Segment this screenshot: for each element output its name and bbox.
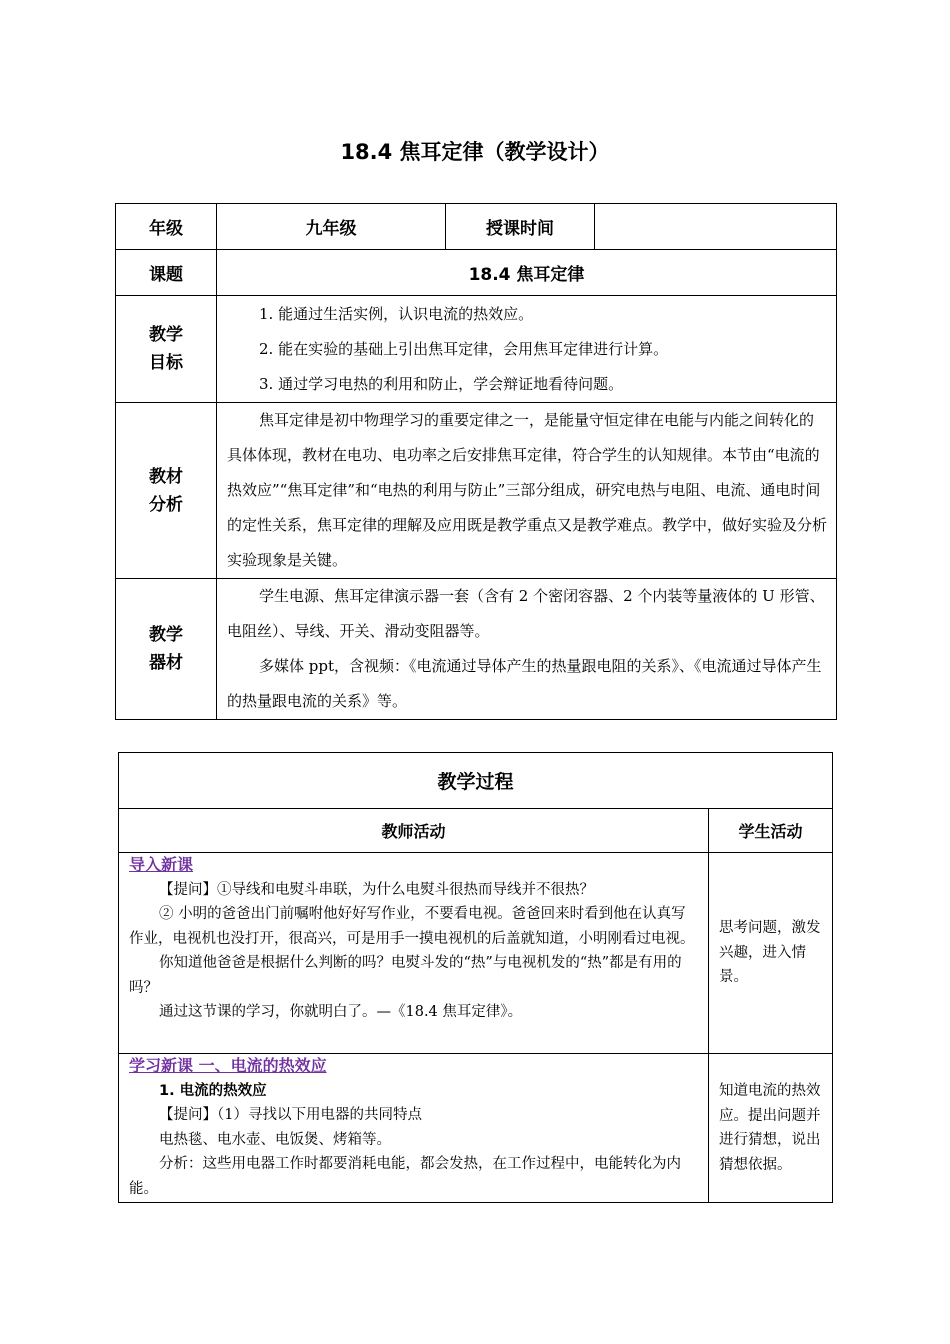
intro-section — [119, 853, 709, 1054]
student-activity: 思考问题，激发兴趣，进入情景。 — [709, 853, 833, 1054]
equipment-paragraph: 多媒体 ppt，含视频：《电流通过导体产生的热量跟电阻的关系》、《电流通过导体产生的热量跟电流的关系》等。 — [227, 657, 822, 710]
process-table — [118, 752, 833, 1203]
equipment-label-text: 教学器材 — [149, 625, 183, 673]
analysis-label-text: 教材分析 — [149, 466, 183, 515]
section-paragraph: 通过这节课的学习，你就明白了。—《18.4 焦耳定律》。 — [159, 1004, 523, 1020]
analysis-text: 焦耳定律是初中物理学习的重要定律之一，是能量守恒定律在电能与内能之间转化的具体体现，教材在电功、电功率之后安排焦耳定律，符合学生的认知规律。本节由“电流的热效应”“焦耳定律”和“电热的利用与防止”三部分组成，研究电热与电阻、电流、通电时间的定性关系，焦耳定律的理解及应用既是教学重点又是教学难点。教学中，做好实验及分析实验现象是关键。 — [217, 403, 837, 579]
goals-label — [116, 296, 217, 403]
topic-value: 18.4 焦耳定律 — [217, 250, 837, 296]
page-title: 18.4 焦耳定律（教学设计） — [340, 140, 610, 164]
section-paragraph: 电热毯、电水壶、电饭煲、烤箱等。 — [159, 1131, 391, 1148]
process-title: 教学过程 — [119, 753, 833, 809]
time-label: 授课时间 — [446, 204, 595, 250]
analysis-label — [116, 403, 217, 579]
goals-label-text: 教学目标 — [149, 325, 183, 373]
new-lesson-section — [119, 1054, 709, 1203]
student-activity: 知道电流的热效应。提出问题并进行猜想，说出猜想依据。 — [709, 1054, 833, 1203]
grade-label: 年级 — [116, 204, 217, 250]
section-paragraph: 分析：这些用电器工作时都要消耗电能，都会发热，在工作过程中，电能转化为内能。 — [129, 1156, 681, 1197]
info-table — [115, 203, 837, 720]
section-paragraph: 你知道他爸爸是根据什么判断的吗？电熨斗发的“热”与电视机发的“热”都是有用的吗？ — [129, 955, 682, 996]
goals-cell — [217, 296, 837, 403]
topic-label: 课题 — [116, 250, 217, 296]
goal-item: 2. 能在实验的基础上引出焦耳定律，会用焦耳定律进行计算。 — [259, 339, 669, 358]
student-header: 学生活动 — [709, 809, 833, 853]
time-value — [595, 204, 837, 250]
section-paragraph: 【提问】（1）寻找以下用电器的共同特点 — [159, 1107, 422, 1123]
grade-value: 九年级 — [217, 204, 446, 250]
equipment-label — [116, 579, 217, 720]
goal-item: 1. 能通过生活实例，认识电流的热效应。 — [259, 304, 534, 323]
section-heading: 学习新课 一、电流的热效应 — [129, 1056, 327, 1075]
section-paragraph: ② 小明的爸爸出门前嘱咐他好好写作业，不要看电视。爸爸回来时看到他在认真写作业，电视机也没打开，很高兴，可是用手一摸电视机的后盖就知道，小明刚看过电视。 — [129, 906, 695, 947]
section-paragraph: 【提问】①导线和电熨斗串联，为什么电熨斗很热而导线并不很热？ — [159, 881, 594, 898]
teacher-header: 教师活动 — [119, 809, 709, 853]
goal-item: 3. 通过学习电热的利用和防止，学会辩证地看待问题。 — [259, 374, 624, 393]
section-heading: 导入新课 — [129, 855, 194, 874]
section-subheading: 1. 电流的热效应 — [159, 1082, 267, 1099]
equipment-paragraph: 学生电源、焦耳定律演示器一套（含有 2 个密闭容器、2 个内装等量液体的 U 形管、电阻丝）、导线、开关、滑动变阻器等。 — [227, 587, 825, 640]
equipment-cell — [217, 579, 837, 720]
